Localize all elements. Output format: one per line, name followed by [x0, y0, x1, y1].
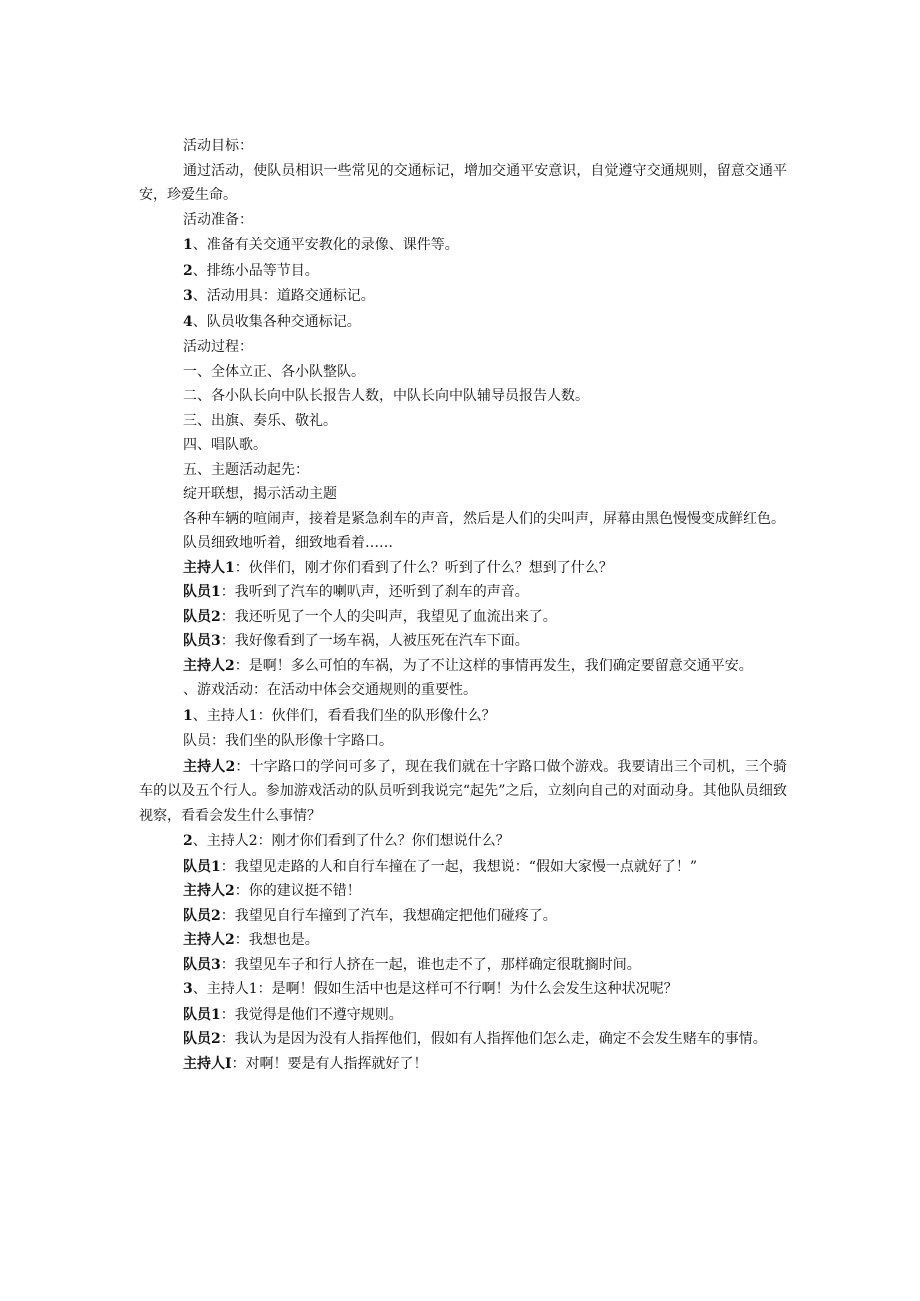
- paragraph: 二、各小队长向中队长报告人数，中队长向中队辅导员报告人数。: [183, 388, 589, 404]
- dialogue-line: 队员3：我好像看到了一场车祸，人被压死在汽车下面。: [183, 633, 529, 649]
- paragraph: 队员细致地听着，细致地看着……: [183, 535, 393, 551]
- dialogue-line: 主持人2：是啊！多么可怕的车祸，为了不让这样的事情再发生，我们确定要留意交通平安。: [183, 657, 753, 674]
- dialogue-line: 队员：我们坐的队形像十字路口。: [183, 733, 393, 749]
- paragraph: 三、出旗、奏乐、敬礼。: [183, 412, 337, 429]
- dialogue-line: 队员2：我认为是因为没有人指挥他们，假如有人指挥他们怎么走，确定不会发生赌车的事情。: [183, 1031, 767, 1047]
- paragraph: 五、主题活动起先：: [183, 461, 309, 478]
- list-item: 3、活动用具：道路交通标记。: [183, 288, 375, 304]
- paragraph: 活动准备：: [183, 211, 253, 228]
- list-item: 1、主持人1：伙伴们，看看我们坐的队形像什么？: [183, 707, 496, 724]
- dialogue-line: 主持人2：你的建议挺不错！: [183, 883, 361, 899]
- dialogue-line: 主持人I：对啊！要是有人指挥就好了！: [183, 1055, 428, 1072]
- paragraph: 活动过程：: [183, 339, 253, 355]
- dialogue-line: 队员2：我还听见了一个人的尖叫声，我望见了血流出来了。: [183, 608, 557, 625]
- list-item: 1、准备有关交通平安教化的录像、课件等。: [183, 237, 459, 253]
- dialogue-line: 主持人2：我想也是。: [183, 932, 319, 948]
- dialogue-line: 队员1：我望见走路的人和自行车撞在了一起，我想说：“假如大家慢一点就好了！”: [183, 858, 698, 875]
- paragraph: 活动目标：: [183, 138, 253, 154]
- dialogue-line: 主持人1：伙伴们，刚才你们看到了什么？听到了什么？想到了什么？: [183, 559, 613, 576]
- paragraph: 通过活动，使队员相识一些常见的交通标记，增加交通平安意识，自觉遵守交通规则，留意交通平安，珍爱生命。: [139, 162, 787, 203]
- paragraph: 绽开联想，揭示活动主题: [183, 486, 337, 502]
- paragraph: 四、唱队歌。: [183, 437, 267, 453]
- paragraph: 、游戏活动：在活动中体会交通规则的重要性。: [183, 682, 477, 698]
- dialogue-line: 队员3：我望见车子和行人挤在一起，谁也走不了，那样确定很耽搁时间。: [183, 956, 641, 973]
- list-item: 2、排练小品等节目。: [183, 262, 319, 279]
- list-item: 2、主持人2：刚才你们看到了什么？你们想说什么？: [183, 833, 510, 849]
- dialogue-line: 队员1：我听到了汽车的喇叭声，还听到了刹车的声音。: [183, 584, 529, 600]
- dialogue-line: 主持人2：十字路口的学问可多了，现在我们就在十字路口做个游戏。我要请出三个司机，三个骑车的以及五个行人。参加游戏活动的队员听到我说完“起先”之后，立刻向自己的对面动身。其他队员细致视察，看看会发生什么事情？: [139, 758, 787, 824]
- document-body: [139, 134, 787, 1076]
- dialogue-line: 队员2：我望见自行车撞到了汽车，我想确定把他们碰疼了。: [183, 907, 557, 924]
- paragraph: 各种车辆的喧闹声，接着是紧急刹车的声音，然后是人们的尖叫声，屏幕由黑色慢慢变成鲜红色。: [183, 510, 785, 527]
- list-item: 4、队员收集各种交通标记。: [183, 313, 361, 330]
- dialogue-line: 队员1：我觉得是他们不遵守规则。: [183, 1006, 403, 1023]
- paragraph: 一、全体立正、各小队整队。: [183, 363, 365, 380]
- list-item: 3、主持人1：是啊！假如生活中也是这样可不行啊！为什么会发生这种状况呢？: [183, 981, 678, 997]
